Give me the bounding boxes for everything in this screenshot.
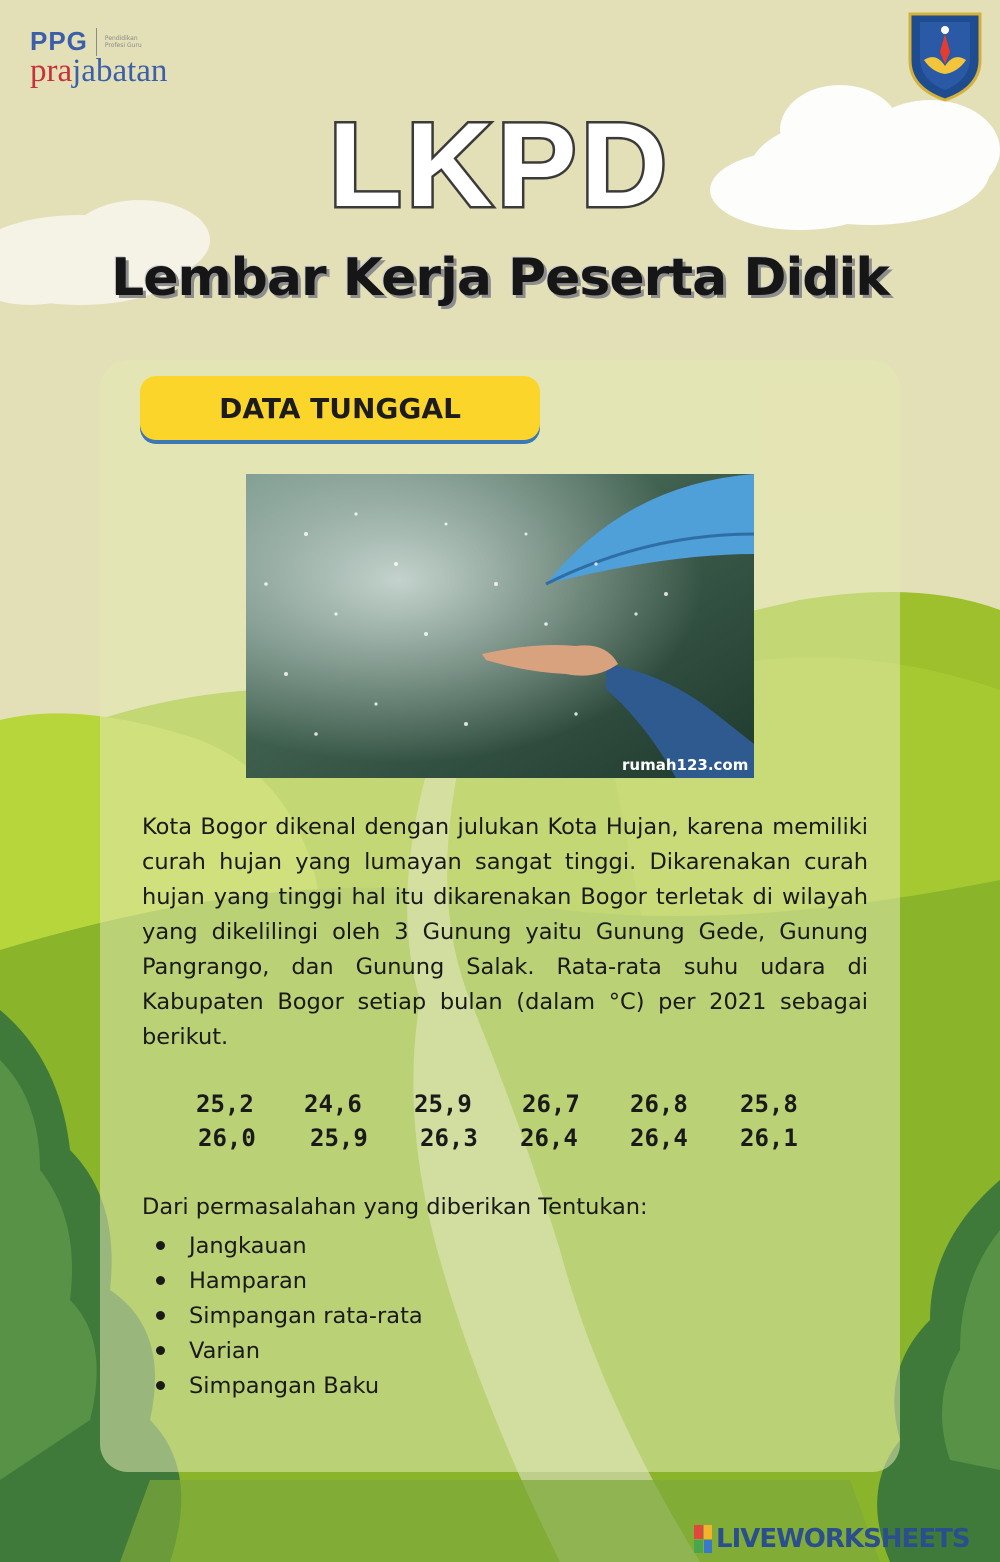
liveworksheets-brand[interactable] — [694, 1524, 970, 1554]
bullet-icon — [156, 1241, 165, 1250]
bullet-icon — [156, 1276, 165, 1285]
task-label: Simpangan rata-rata — [189, 1302, 423, 1329]
data-value: 25,9 — [310, 1124, 368, 1152]
bullet-icon — [156, 1311, 165, 1320]
data-value: 25,9 — [414, 1090, 472, 1118]
bullet-icon — [156, 1381, 165, 1390]
data-value: 26,1 — [740, 1124, 798, 1152]
rain-hand-umbrella-photo — [246, 474, 754, 778]
bullet-icon — [156, 1346, 165, 1355]
task-label: Hamparan — [189, 1267, 307, 1294]
list-item — [142, 1298, 423, 1333]
photo-watermark: rumah123.com — [622, 756, 749, 774]
list-item — [142, 1228, 423, 1263]
liveworksheets-label: LIVEWORKSHEETS — [716, 1524, 970, 1554]
data-value: 24,6 — [304, 1090, 362, 1118]
problem-description: Kota Bogor dikenal dengan julukan Kota Hujan, karena memiliki curah hujan yang lumayan sangat tinggi. Dikarenakan curah hujan yang tinggi hal itu dikarenakan Bogor terletak di wilayah yang dikelilingi oleh 3 Gunung yaitu Gunung Gede, Gunung Pangrango, dan Gunung Salak. Rata-rata suhu udara di Kabupaten Bogor setiap bulan (dalam °C) per 2021 sebagai berikut. — [142, 814, 868, 1050]
topic-badge: DATA TUNGGAL — [140, 376, 540, 440]
data-value: 26,0 — [198, 1124, 256, 1152]
tut-wuri-handayani-emblem-icon — [906, 8, 984, 102]
data-value: 26,4 — [630, 1124, 688, 1152]
temperature-data — [196, 1090, 836, 1158]
task-label: Simpangan Baku — [189, 1372, 380, 1399]
prajabatan-wordmark: prajabatan — [30, 53, 168, 89]
page-subtitle: Lembar Kerja Peserta Didik — [111, 248, 889, 308]
data-row — [196, 1124, 836, 1158]
data-row — [196, 1090, 836, 1124]
task-label: Varian — [189, 1337, 260, 1364]
ppg-small-text: Pendidikan Profesi Guru — [104, 34, 142, 49]
data-value: 25,2 — [196, 1090, 254, 1118]
data-value: 26,3 — [420, 1124, 478, 1152]
data-value: 25,8 — [740, 1090, 798, 1118]
data-value: 26,8 — [630, 1090, 688, 1118]
ppg-prajabatan-logo — [30, 26, 167, 90]
page-title: LKPD — [328, 98, 672, 232]
list-item — [142, 1333, 423, 1368]
data-value: 26,4 — [520, 1124, 578, 1152]
task-label: Jangkauan — [189, 1232, 307, 1259]
question-prompt: Dari permasalahan yang diberikan Tentukan: — [142, 1194, 648, 1220]
liveworksheets-logo-icon — [694, 1525, 712, 1553]
list-item — [142, 1263, 423, 1298]
data-value: 26,7 — [522, 1090, 580, 1118]
task-list — [142, 1228, 423, 1403]
logo-divider — [96, 28, 97, 56]
list-item — [142, 1368, 423, 1403]
ppg-label: PPG — [30, 26, 88, 56]
